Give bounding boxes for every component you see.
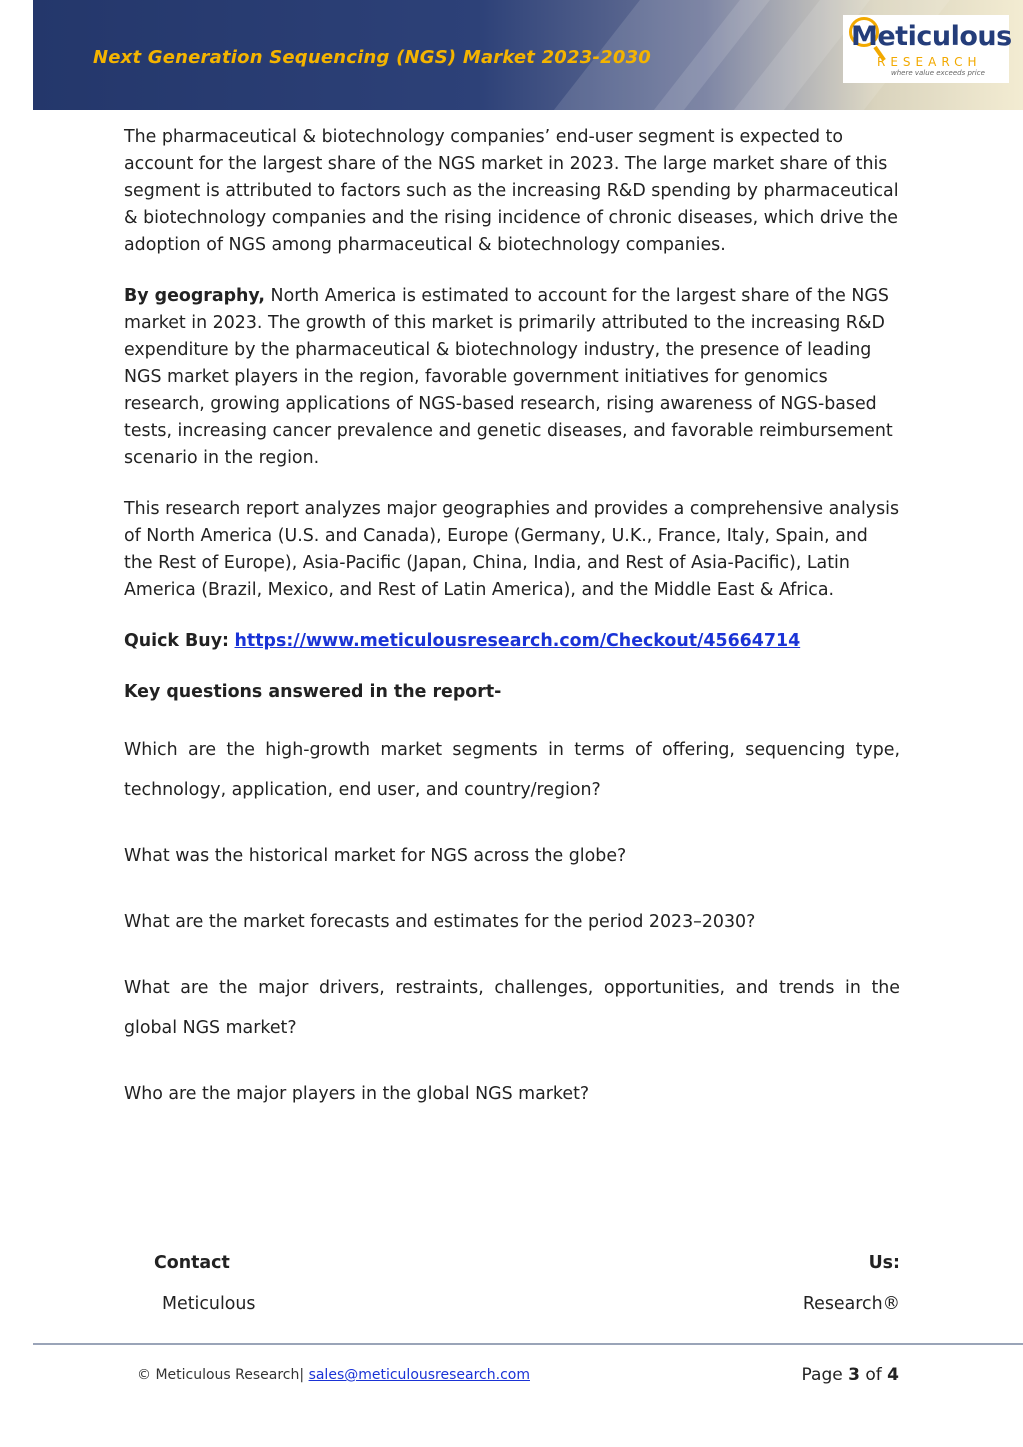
key-questions-heading: [124, 679, 900, 706]
report-title: Next Generation Sequencing (NGS) Market 2023-2030: [93, 47, 652, 68]
contact-name-left: Meticulous: [162, 1294, 256, 1314]
page-label: Page: [801, 1365, 843, 1385]
sales-email-link[interactable]: sales@meticulousresearch.com: [308, 1367, 530, 1383]
quick-buy-line: [124, 628, 900, 655]
logo-brand-text: Meticulous: [851, 21, 1012, 52]
document-body: [124, 124, 900, 1140]
question-item: What was the historical market for NGS across the globe?: [124, 846, 627, 866]
copyright-text: © Meticulous Research|: [137, 1367, 305, 1383]
page-current: 3: [848, 1365, 860, 1385]
paragraph-geography: [124, 283, 900, 472]
logo-sub-text: RESEARCH: [877, 55, 982, 69]
question-item: What are the market forecasts and estimates for the period 2023–2030?: [124, 912, 756, 932]
contact-us-label: Us:: [868, 1253, 900, 1273]
question-item: What are the major drivers, restraints, challenges, opportunities, and trends in the global NGS market?: [124, 978, 900, 1038]
paragraph-end-user: The pharmaceutical & biotechnology companies’ end-user segment is expected to account for the largest share of the NGS market in 2023. The large market share of this segment is attributed to factors such as the increasing R&D spending by pharmaceutical & biotechnology companies and the rising incidence of chronic diseases, which drive the adoption of NGS among pharmaceutical & biotechnology companies.: [124, 127, 899, 255]
quick-buy-label: Quick Buy:: [124, 631, 229, 651]
contact-name-right: Research®: [802, 1294, 900, 1314]
meticulous-research-logo: [843, 15, 1012, 83]
footer-divider: [33, 1343, 1023, 1345]
geography-text: North America is estimated to account for the largest share of the NGS market in 2023. The growth of this market is primarily attributed to the increasing R&D expenditure by the pharmaceutical & biotechnology industry, the presence of leading NGS market players in the region, favorable government initiatives for genomics research, growing applications of NGS-based research, rising awareness of NGS-based tests, increasing cancer prevalence and genetic diseases, and favorable reimbursement scenario in the region.: [124, 286, 893, 468]
page-number: [802, 1365, 899, 1385]
contact-label: Contact: [154, 1253, 230, 1273]
page-of: of: [865, 1365, 882, 1385]
key-questions-heading-text: Key questions answered in the report-: [124, 682, 502, 702]
geography-lead: By geography,: [124, 286, 266, 306]
quick-buy-link[interactable]: https://www.meticulousresearch.com/Checkout/45664714: [234, 631, 801, 651]
footer-copyright: [137, 1367, 530, 1383]
paragraph-regions: This research report analyzes major geographies and provides a comprehensive analysis of North America (U.S. and Canada), Europe (Germany, U.K., France, Italy, Spain, and the Rest of Europe), Asia-Pacific (Japan, China, India, and Rest of Asia-Pacific), Latin America (Brazil, Mexico, and Rest of Latin America), and the Middle East & Africa.: [124, 499, 900, 600]
question-item: Who are the major players in the global NGS market?: [124, 1084, 590, 1104]
page-total: 4: [887, 1365, 899, 1385]
page-header-banner: [33, 0, 1023, 110]
question-item: Which are the high-growth market segments in terms of offering, sequencing type, technology, application, end user, and country/region?: [124, 740, 900, 800]
logo-tagline: where value exceeds price: [891, 69, 985, 77]
